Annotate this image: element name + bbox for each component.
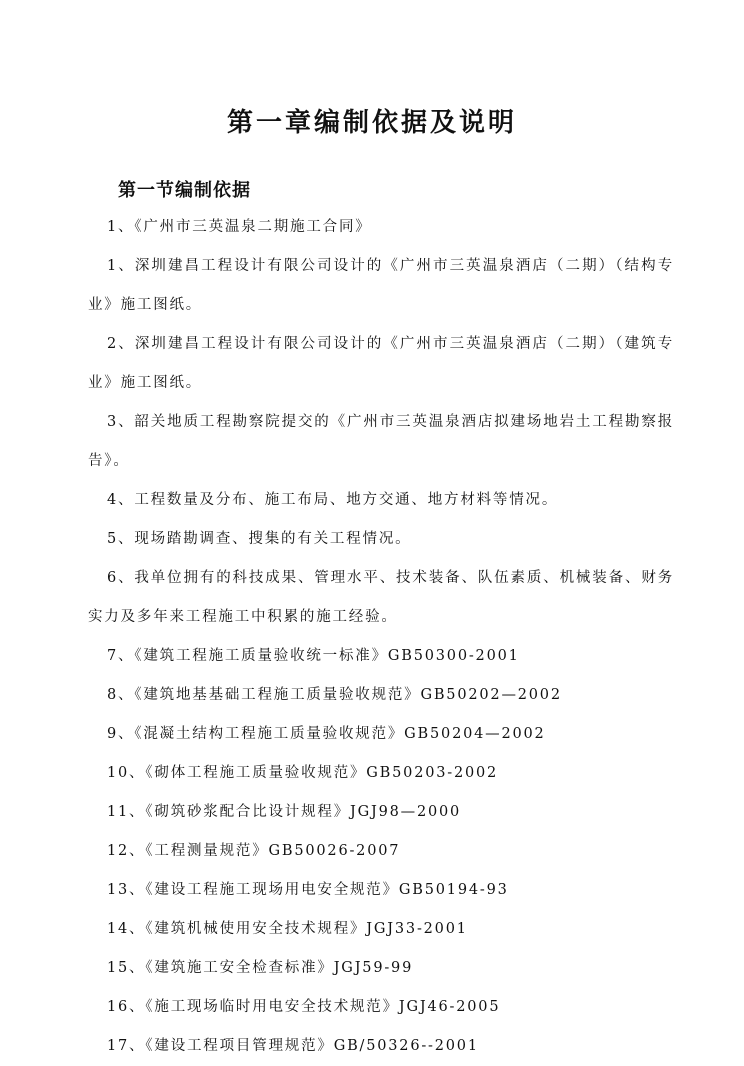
chapter-title: 第一章编制依据及说明: [226, 108, 517, 138]
list-item: 5、现场踏勘调查、搜集的有关工程情况。: [107, 531, 412, 547]
list-item: 15、《建筑施工安全检查标准》JGJ59-99: [107, 960, 414, 976]
list-item: 11、《砌筑砂浆配合比设计规程》JGJ98—2000: [107, 804, 462, 820]
list-item: 1、深圳建昌工程设计有限公司设计的《广州市三英温泉酒店（二期）（结构专业》施工图纸。: [88, 258, 674, 313]
section-title: 第一节编制依据: [118, 180, 251, 201]
list-item: 1、《广州市三英温泉二期施工合同》: [107, 219, 372, 235]
list-item: 17、《建设工程项目管理规范》GB/50326--2001: [107, 1038, 479, 1054]
list-item: 3、韶关地质工程勘察院提交的《广州市三英温泉酒店拟建场地岩土工程勘察报告》。: [88, 414, 674, 469]
list-item: 14、《建筑机械使用安全技术规程》JGJ33-2001: [107, 921, 468, 937]
list-item: 12、《工程测量规范》GB50026-2007: [107, 843, 401, 859]
list-item: 13、《建设工程施工现场用电安全规范》GB50194-93: [107, 882, 509, 898]
list-item: 9、《混凝土结构工程施工质量验收规范》GB50204—2002: [107, 726, 546, 742]
list-item: 4、工程数量及分布、施工布局、地方交通、地方材料等情况。: [107, 492, 559, 508]
basis-list: [88, 208, 674, 1066]
list-item: 8、《建筑地基基础工程施工质量验收规范》GB50202—2002: [107, 687, 562, 703]
list-item: 6、我单位拥有的科技成果、管理水平、技术装备、队伍素质、机械装备、财务实力及多年来工程施工中积累的施工经验。: [88, 570, 674, 625]
list-item: 10、《砌体工程施工质量验收规范》GB50203-2002: [107, 765, 499, 781]
list-item: 2、深圳建昌工程设计有限公司设计的《广州市三英温泉酒店（二期）（建筑专业》施工图纸。: [88, 336, 674, 391]
list-item: 16、《施工现场临时用电安全技术规范》JGJ46-2005: [107, 999, 501, 1015]
list-item: 7、《建筑工程施工质量验收统一标准》GB50300-2001: [107, 648, 520, 664]
